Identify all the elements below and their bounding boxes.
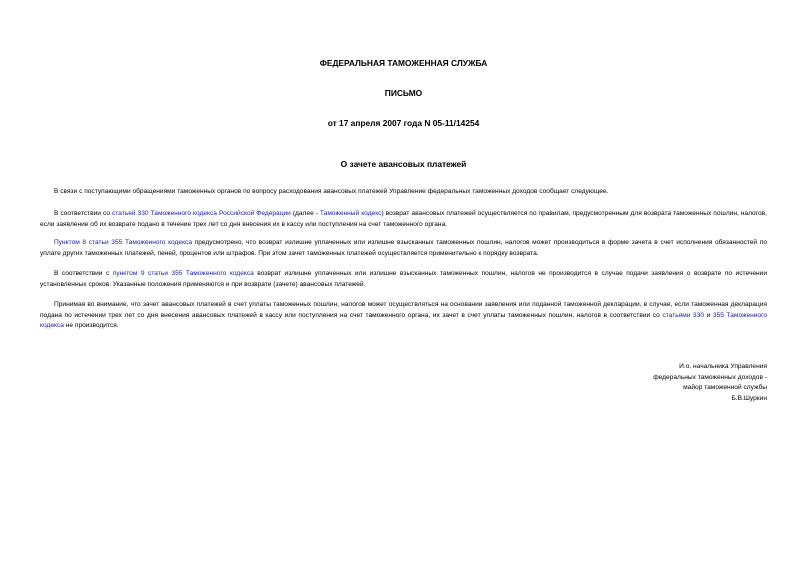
signature-block xyxy=(547,362,767,404)
paragraph-3-text: предусмотрено, что возврат излишне уплаченных или излишне взысканных таможенных пошлин, налогов может производиться в форме зачета в счет исполнения обязанностей по уплате других таможенных платежей, пеней, процентов или штрафов. При этом зачет таможенных платежей осуществляется применительно к порядку возврата. xyxy=(40,239,767,257)
signature-name: Б.В.Шуркин xyxy=(731,394,767,402)
paragraph-3 xyxy=(40,238,767,259)
paragraph-5 xyxy=(40,300,767,332)
document-type: ПИСЬМО xyxy=(384,88,423,98)
paragraph-2-text-end: ) возврат авансовых платежей осуществляется по правилам, предусмотренным для возврата таможенных пошлин, налогов, если заявление об их возврате подано в течение трех лет со дня внесения их в кассу или поступления на счет таможенного органа. xyxy=(40,210,767,228)
agency-title: ФЕДЕРАЛЬНАЯ ТАМОЖЕННАЯ СЛУЖБА xyxy=(319,58,488,68)
signature-rank: майор таможенной службы xyxy=(683,384,767,391)
signature-department: федеральных таможенных доходов - xyxy=(653,373,767,381)
link-customs-code[interactable]: Таможенный кодекс xyxy=(319,210,382,217)
link-article-330[interactable]: статьей 330 Таможенного кодекса Российской Федерации xyxy=(112,210,291,217)
paragraph-5-text-mid: и xyxy=(704,311,713,319)
paragraph-5-text-start: Принимая во внимание, что зачет авансовых платежей в счет уплаты таможенных пошлин, налогов может осуществляться на основании заявления или поданной таможенной декларации, в случае, если таможенная декларация подана по истечении трех лет со дня внесения авансовых платежей в кассу или поступления на счет таможенного органа, их зачет в счет уплаты таможенных пошлин, налогов в соответствии со xyxy=(40,301,767,319)
signature-position: И.о. начальника Управления xyxy=(679,363,767,370)
link-article-355-p8[interactable]: Пунктом 8 статьи 355 Таможенного кодекса xyxy=(54,239,192,246)
document-date-number: от 17 апреля 2007 года N 05-11/14254 xyxy=(327,118,480,128)
link-article-355-code[interactable]: 355 Таможенного кодекса xyxy=(40,311,767,329)
paragraph-4-text-start: В соответствии с xyxy=(54,270,113,277)
paragraph-4 xyxy=(40,269,767,290)
link-article-355-p9[interactable]: пунктом 9 статьи 355 Таможенного кодекса xyxy=(112,270,254,277)
paragraph-5-text-end: не производится. xyxy=(63,322,119,329)
paragraph-2 xyxy=(40,209,767,230)
paragraph-1 xyxy=(40,187,767,198)
paragraph-1-text: В связи с поступающими обращениями таможенных органов по вопросу расходования авансовых платежей Управление федеральных таможенных доходов сообщает следующее. xyxy=(54,188,609,195)
paragraph-2-text-start: В соответствии со xyxy=(54,210,113,217)
paragraph-2-text-mid: (далее - xyxy=(290,210,320,217)
document-subject: О зачете авансовых платежей xyxy=(340,159,467,169)
paragraph-4-text-end: возврат излишне уплаченных или излишне взысканных таможенных пошлин, налогов не производится в случае подачи заявления о возврате по истечении установленных сроков. Указанные положения применяются и при возврате (зачете) авансовых платежей. xyxy=(40,270,768,288)
link-articles-330[interactable]: статьями 330 xyxy=(662,311,705,319)
